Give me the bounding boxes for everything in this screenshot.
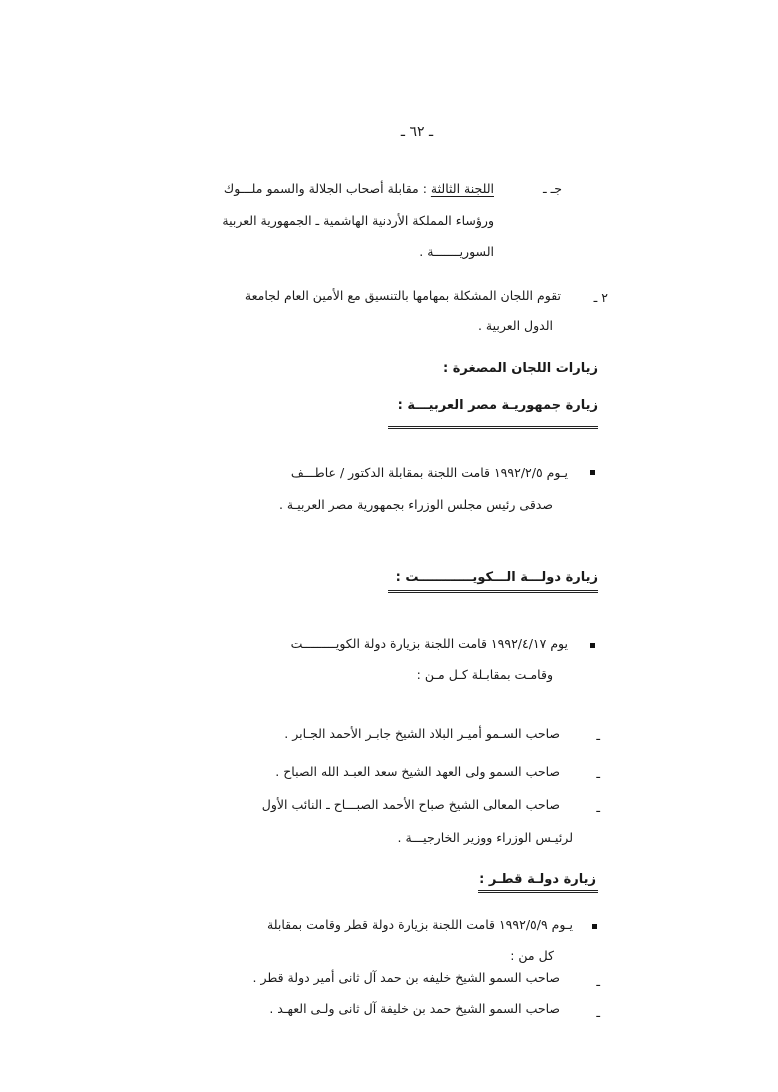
kuwait-item-3-cont: لرئيـس الوزراء ووزير الخارجيـــة .: [397, 830, 573, 845]
kuwait-item-dash-3: ـ: [596, 800, 600, 815]
qatar-item-dash-2: ـ: [596, 1005, 600, 1020]
qatar-item-2: صاحب السمو الشيخ حمد بن خليفة آل ثانى ولـى العهـد .: [269, 1001, 560, 1016]
item2-line1: تقوم اللجان المشكلة بمهامها بالتنسيق مع الأمين العام لجامعة: [244, 288, 561, 303]
kuwait-item-3: صاحب المعالى الشيخ صباح الأحمد الصبـــاح ـ النائب الأول: [261, 797, 560, 812]
sec-c-line3: السوريـــــــة .: [419, 244, 494, 259]
kuwait-heading-underline: [388, 590, 598, 593]
qatar-heading-underline: [478, 890, 598, 893]
sec-c-line2: ورؤساء المملكة الأردنية الهاشمية ـ الجمهورية العربية: [222, 213, 494, 228]
page-number: ـ ٦٢ ـ: [400, 124, 434, 140]
qatar-line1: يـوم ١٩٩٢/٥/٩ قامت اللجنة بزيارة دولة قطر وقامت بمقابلة: [267, 917, 573, 932]
kuwait-item-dash-1: ـ: [596, 728, 600, 743]
qatar-item-dash-1: ـ: [596, 974, 600, 989]
qatar-line2: كل من :: [510, 948, 554, 963]
qatar-heading: زيارة دولـة قطـر :: [479, 872, 596, 887]
item2-line2: الدول العربية .: [477, 318, 553, 333]
kuwait-item-2: صاحب السمو ولى العهد الشيخ سعد العبـد الله الصباح .: [275, 764, 560, 779]
kuwait-item-1: صاحب السـمو أميـر البلاد الشيخ جابـر الأحمد الجـابر .: [284, 726, 560, 741]
visits-heading: زيارات اللجان المصغرة :: [443, 361, 598, 376]
qatar-bullet: [592, 924, 597, 929]
kuwait-line1: يوم ١٩٩٢/٤/١٧ قامت اللجنة بزيارة دولة الكويـــــــــت: [290, 636, 568, 651]
sec-c-rest: : مقابلة أصحاب الجلالة والسمو ملـــوك: [223, 181, 431, 196]
egypt-line2: صدقى رئيس مجلس الوزراء بجمهورية مصر العربيـة .: [278, 497, 553, 512]
sec-c-title: اللجنة الثالثة: [430, 181, 494, 196]
egypt-bullet: [590, 470, 595, 475]
egypt-heading: زيارة جمهوريـة مصر العربيـــة :: [397, 398, 598, 413]
egypt-heading-underline: [388, 426, 598, 429]
kuwait-bullet: [590, 643, 595, 648]
kuwait-item-dash-2: ـ: [596, 766, 600, 781]
item2-marker: ٢ ـ: [593, 290, 608, 305]
kuwait-heading: زيارة دولـــة الـــكويــــــــــــت :: [395, 570, 598, 585]
qatar-item-1: صاحب السمو الشيخ خليفه بن حمد آل ثانى أمير دولة قطر .: [252, 970, 560, 985]
egypt-line1: يـوم ١٩٩٢/٢/٥ قامت اللجنة بمقابلة الدكتور / عاطـــف: [290, 465, 568, 480]
kuwait-line2: وقامـت بمقابـلة كـل مـن :: [416, 667, 553, 682]
sec-c-line1: [224, 181, 494, 197]
sec-c-marker: جـ ـ: [542, 181, 562, 196]
